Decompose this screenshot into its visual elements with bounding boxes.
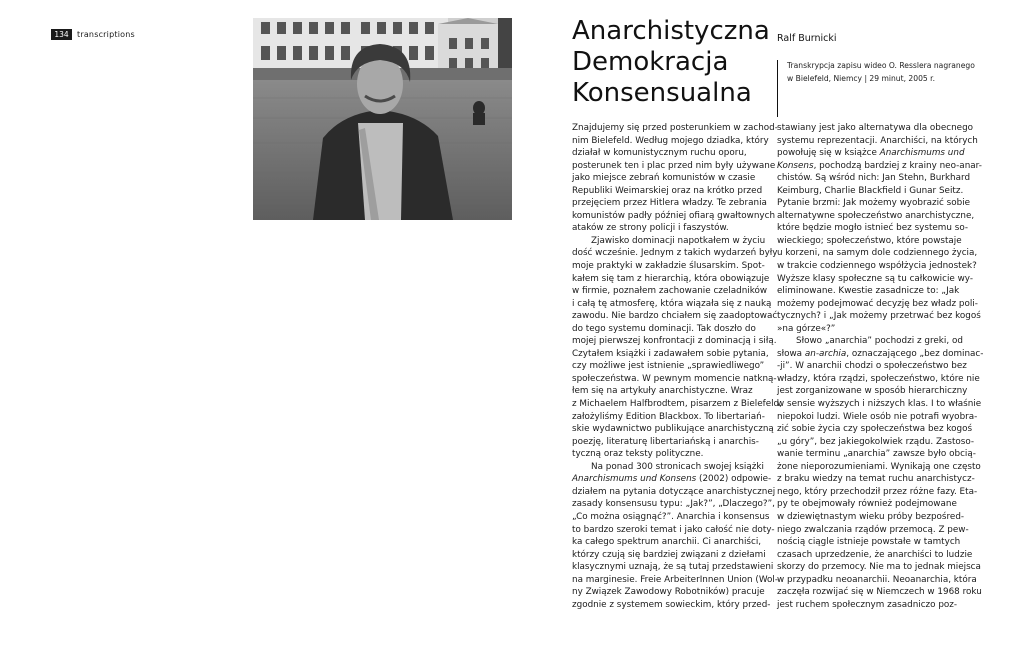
body-text-line: Konsens, pochodzą bardziej z krainy neo-anar- [777, 160, 982, 171]
body-text-line: z Michaelem Halfbrodtem, pisarzem z Bielefeld, [572, 399, 782, 410]
body-text-line: wieckiego; społeczeństwo, które powstaje [777, 235, 962, 246]
body-text-line: py te obejmowały również podejmowane [777, 499, 957, 510]
body-text-line: niepokoi ludzi. Wiele osób nie potrafi wyobra- [777, 411, 978, 422]
body-text-line: chistów. Są wśród nich: Jan Stehn, Burkhard [777, 173, 971, 184]
subtitle-line: w Bielefeld, Niemcy | 29 minut, 2005 r. [787, 73, 936, 83]
body-text-line: powołuję się w książce Anarchismums und [777, 148, 965, 159]
body-text-line: Słowo „anarchia” pochodzi z greki, od [796, 336, 963, 347]
body-text-line: to bardzo szeroki temat i jako całość nie doty- [572, 524, 775, 535]
body-text-line: »na górze«?” [777, 323, 836, 334]
portrait-photo [253, 18, 512, 220]
body-text-line: „u góry”, bez jakiegokolwiek rządu. Zastoso- [777, 436, 975, 447]
body-text-line: mojej pierwszej konfrontacji z dominacją i siłą. [572, 336, 777, 347]
body-column-right [777, 122, 984, 611]
body-text-line: żone nieporozumieniami. Wynikają one często [777, 461, 981, 472]
body-text-line: skie wydawnictwo publikujące anarchistyczną [572, 424, 774, 435]
body-text-line: klasycznymi uznają, że są tutaj przedstawieni [572, 562, 774, 573]
title-line: Demokracja [572, 47, 729, 77]
body-text-line: jako miejsce zebrań komunistów w czasie [572, 173, 756, 184]
body-text-line: zasady konsensusu typu: „Jak?”, „Dlaczego?”, [572, 499, 775, 510]
body-text-line: Wyższe klasy społeczne są tu całkowicie wy- [777, 273, 974, 284]
body-text-line: nością ciągle istnieje powstałe w tamtych [777, 537, 961, 548]
body-text-line: tyczną oraz teksty polityczne. [572, 449, 704, 460]
body-text-line: Na ponad 300 stronicach swojej książki [591, 461, 764, 472]
body-text-line: czy możliwe jest istnienie „sprawiedliwego” [572, 361, 765, 372]
body-text-line: moje praktyki w zakładzie ślusarskim. Spot- [572, 261, 765, 272]
title-line: Anarchistyczna [572, 16, 770, 46]
body-text-line: kałem się tam z hierarchią, która obowiązuje [572, 273, 770, 284]
body-text-line: z braku wiedzy na temat ruchu anarchistycz- [777, 474, 975, 485]
subtitle-line: Transkrypcja zapisu wideo O. Resslera nagranego [787, 61, 975, 70]
subtitle-divider [777, 60, 778, 117]
body-text-line: które będzie mogło istnieć bez systemu so- [777, 223, 969, 234]
body-text-line: u korzeni, na samym dole codziennego życia, [777, 248, 978, 259]
body-text-line: społeczeństwa. W pewnym momencie natkną- [572, 373, 777, 384]
author-name: Ralf Burnicki [777, 33, 837, 44]
body-text-line: do tego systemu dominacji. Tak doszło do [572, 323, 756, 334]
body-text-line: przejęciem przez Hitlera władzy. Te zebrania [572, 198, 767, 209]
body-text-line: możemy podejmować decyzję bez władz poli- [777, 298, 978, 309]
body-text-line: -ji”. W anarchii chodzi o społeczeństwo bez [777, 361, 967, 372]
body-text-line: systemu reprezentacji. Anarchiści, na których [777, 135, 978, 146]
body-text-line: w firmie, poznałem zachowanie czeladników [572, 286, 768, 297]
body-text-line: założyliśmy Edition Blackbox. To libertariań- [572, 411, 765, 422]
body-text-line: Pytanie brzmi: Jak możemy wyobrazić sobie [777, 198, 971, 209]
body-text-line: jest ruchem społecznym zasadniczo poz- [777, 599, 958, 610]
body-text-line: stawiany jest jako alternatywa dla obecnego [777, 123, 974, 133]
body-text-line: ataków ze strony policji i faszystów. [572, 223, 729, 234]
body-text-line: działem na pytania dotyczące anarchistycznej [572, 486, 776, 497]
section-label: transcriptions [77, 30, 135, 39]
body-text-line: jest zorganizowane w sposób hierarchiczny [777, 386, 968, 397]
body-text-line: ka całego spektrum anarchii. Ci anarchiści, [572, 537, 762, 548]
body-text-line: Zjawisko dominacji napotkałem w życiu [591, 235, 766, 246]
body-text-line: posterunek ten i plac przed nim były używane [572, 160, 776, 171]
body-text-line: Znajdujemy się przed posterunkiem w zachod- [572, 123, 778, 133]
body-text-line: ny Związek Zawodowy Robotników) pracuje [572, 587, 765, 598]
body-text-line: w sensie wyższych i niższych klas. I to właśnie [777, 399, 982, 410]
body-text-line: Republiki Weimarskiej oraz na krótko przed [572, 185, 763, 196]
body-text-line: zić sobie życia czy społeczeństwa bez kogoś [777, 424, 973, 435]
body-text-line: Czytałem książki i zadawałem sobie pytania, [572, 348, 769, 359]
body-text-line: słowa an-archia, oznaczającego „bez dominac- [777, 348, 984, 359]
body-text-line: dość wcześnie. Jednym z takich wydarzeń były [572, 248, 778, 259]
body-column-left [572, 122, 782, 611]
body-text-line: zgodnie z systemem sowieckim, który przed- [572, 599, 771, 610]
body-text-line: władzy, która rządzi, społeczeństwo, które nie [777, 373, 980, 384]
body-text-line: tycznych? i „Jak możemy przetrwać bez kogoś [777, 311, 981, 322]
body-text-line: w trakcie codziennego współżycia jednostek? [777, 261, 977, 272]
title-line: Konsensualna [572, 78, 752, 108]
body-text-line: „Co można osiągnąć?”. Anarchia i konsensus [572, 511, 770, 522]
body-text-line: łem się na artykuły anarchistyczne. Wraz [572, 386, 753, 397]
body-text-line: niego zwalczania rządów przemocą. Z pew- [777, 524, 969, 535]
body-text-line: poezję, literaturę libertariańską i anarchis- [572, 436, 759, 447]
body-text-line: eliminowane. Kwestie zasadnicze to: „Jak [777, 286, 960, 297]
body-text-line: nego, który przechodził przez różne fazy. Eta- [777, 486, 978, 497]
page-number: 134 [51, 29, 72, 40]
body-text-line: alternatywne społeczeństwo anarchistyczne, [777, 210, 975, 221]
body-text-line: i całą tę atmosferę, która wiązała się z nauką [572, 298, 772, 309]
body-text-line: Anarchismums und Konsens (2002) odpowie- [572, 474, 772, 485]
body-text-line: komunistów padły później ofiarą gwałtownych [572, 210, 776, 221]
body-text-line: zaczęła rozwijać się w Niemczech w 1968 roku [777, 587, 982, 598]
body-text-line: w dziewiętnastym wieku próby bezpośred- [777, 511, 965, 522]
body-text-line: w przypadku neoanarchii. Neoanarchia, która [777, 574, 977, 585]
body-text-line: skorzy do przemocy. Nie ma to jednak miejsca [777, 562, 981, 573]
body-text-line: na marginesie. Freie ArbeiterInnen Union (Wol- [572, 574, 779, 585]
body-text-line: którzy czują się bardziej związani z dziełami [572, 549, 766, 560]
article-subtitle [787, 60, 977, 86]
body-text-line: zawodu. Nie bardzo chciałem się zaadoptować [572, 311, 778, 322]
body-text-line: czasach uprzedzenie, że anarchiści to ludzie [777, 549, 973, 560]
body-text-line: Keimburg, Charlie Blackfield i Gunar Seitz. [777, 185, 964, 196]
article-title [572, 16, 770, 109]
body-text-line: wanie terminu „anarchia” zawsze było obcią- [777, 449, 976, 460]
body-text-line: działał w komunistycznym ruchu oporu, [572, 148, 747, 159]
body-text-line: nim Bielefeld. Według mojego dziadka, który [572, 135, 769, 146]
